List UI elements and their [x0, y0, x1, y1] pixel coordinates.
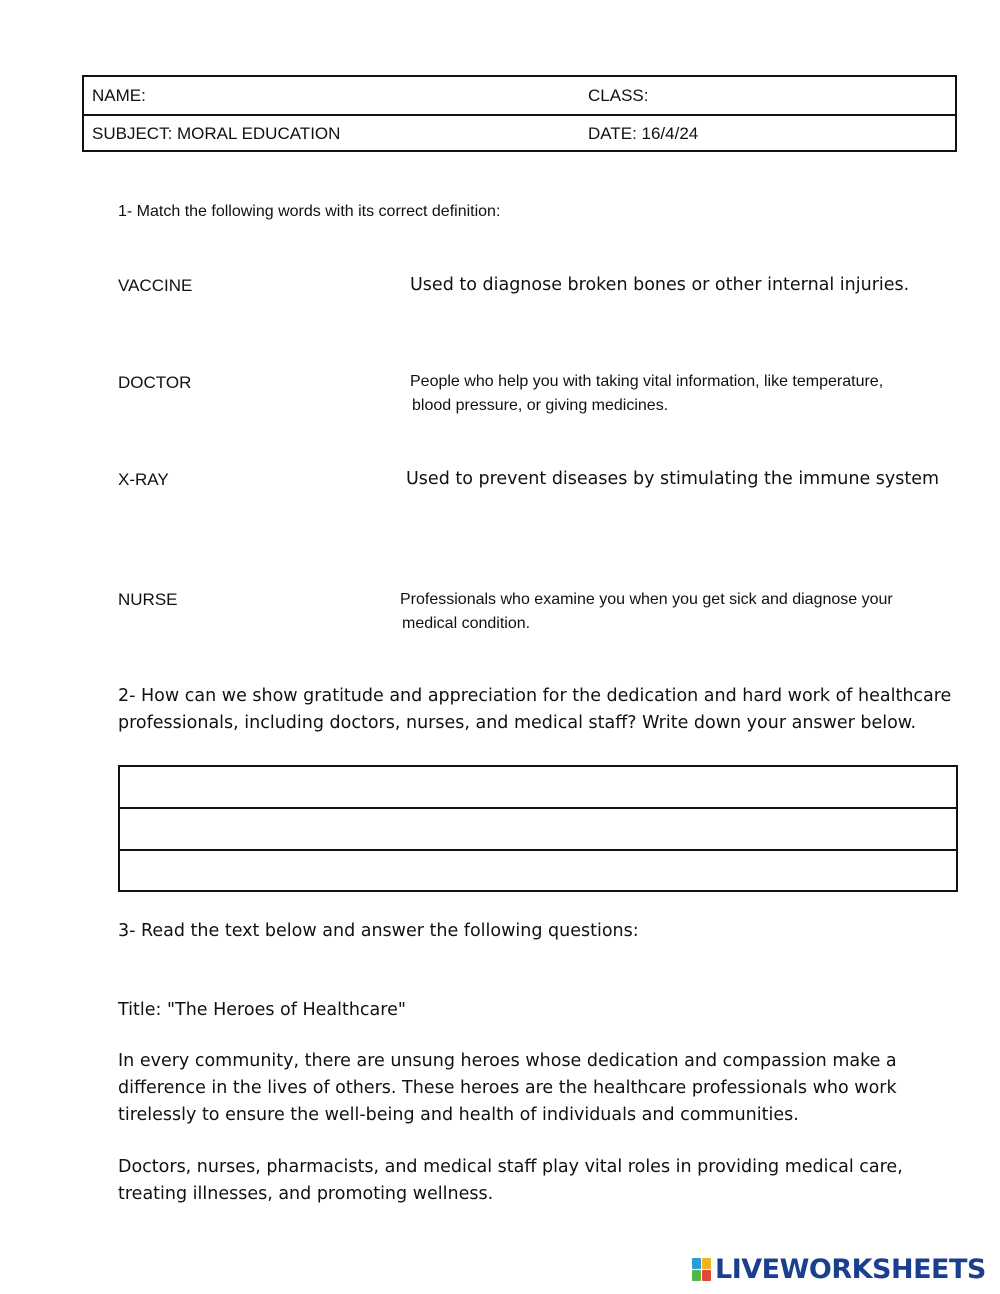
reading-paragraph-2-line: Doctors, nurses, pharmacists, and medical staff play vital roles in providing medical care,: [118, 1157, 903, 1177]
match-definition-nurse-line1[interactable]: People who help you with taking vital information, like temperature,: [410, 373, 884, 390]
question-3-prompt: 3- Read the text below and answer the following questions:: [118, 921, 639, 941]
match-word-xray[interactable]: X-RAY: [118, 470, 169, 489]
match-definition-vaccine-use[interactable]: Used to prevent diseases by stimulating the immune system: [406, 469, 940, 489]
liveworksheets-logo: [692, 1254, 986, 1284]
reading-paragraph-1-line: difference in the lives of others. These heroes are the healthcare professionals who work: [118, 1078, 897, 1098]
question-2-line2: professionals, including doctors, nurses, and medical staff? Write down your answer below.: [118, 713, 917, 733]
answer-box: [118, 765, 958, 892]
header-row-subject-date: [84, 115, 955, 153]
reading-paragraph-1-line: In every community, there are unsung heroes whose dedication and compassion make a: [118, 1051, 897, 1071]
match-definition-doctor-line1[interactable]: Professionals who examine you when you get sick and diagnose your: [400, 591, 893, 608]
reading-title: Title: "The Heroes of Healthcare": [118, 1000, 406, 1020]
liveworksheets-mark-icon: [692, 1257, 712, 1281]
question-2-line1: 2- How can we show gratitude and appreciation for the dedication and hard work of healthcare: [118, 686, 952, 706]
answer-field-1[interactable]: [120, 767, 956, 807]
question-1-prompt: 1- Match the following words with its correct definition:: [118, 203, 501, 220]
date-label: DATE: 16/4/24: [588, 124, 699, 143]
answer-field-3[interactable]: [120, 851, 956, 890]
subject-label: SUBJECT: MORAL EDUCATION: [92, 124, 341, 143]
header-row-name-class: [84, 77, 955, 116]
match-word-nurse[interactable]: NURSE: [118, 590, 178, 609]
match-definition-nurse-line2[interactable]: blood pressure, or giving medicines.: [412, 397, 669, 414]
class-label[interactable]: CLASS:: [588, 85, 649, 105]
match-definition-xray-use[interactable]: Used to diagnose broken bones or other internal injuries.: [410, 275, 910, 295]
header-table: [82, 75, 957, 152]
reading-paragraph-2-line: treating illnesses, and promoting wellness.: [118, 1184, 494, 1204]
reading-paragraph-1-line: tirelessly to ensure the well-being and health of individuals and communities.: [118, 1105, 799, 1125]
match-definition-doctor-line2[interactable]: medical condition.: [402, 615, 531, 632]
match-word-vaccine[interactable]: VACCINE: [118, 276, 193, 295]
match-word-doctor[interactable]: DOCTOR: [118, 373, 192, 392]
answer-field-2[interactable]: [120, 809, 956, 849]
liveworksheets-logo-text: LIVEWORKSHEETS: [715, 1253, 986, 1285]
name-label[interactable]: NAME:: [92, 85, 146, 105]
